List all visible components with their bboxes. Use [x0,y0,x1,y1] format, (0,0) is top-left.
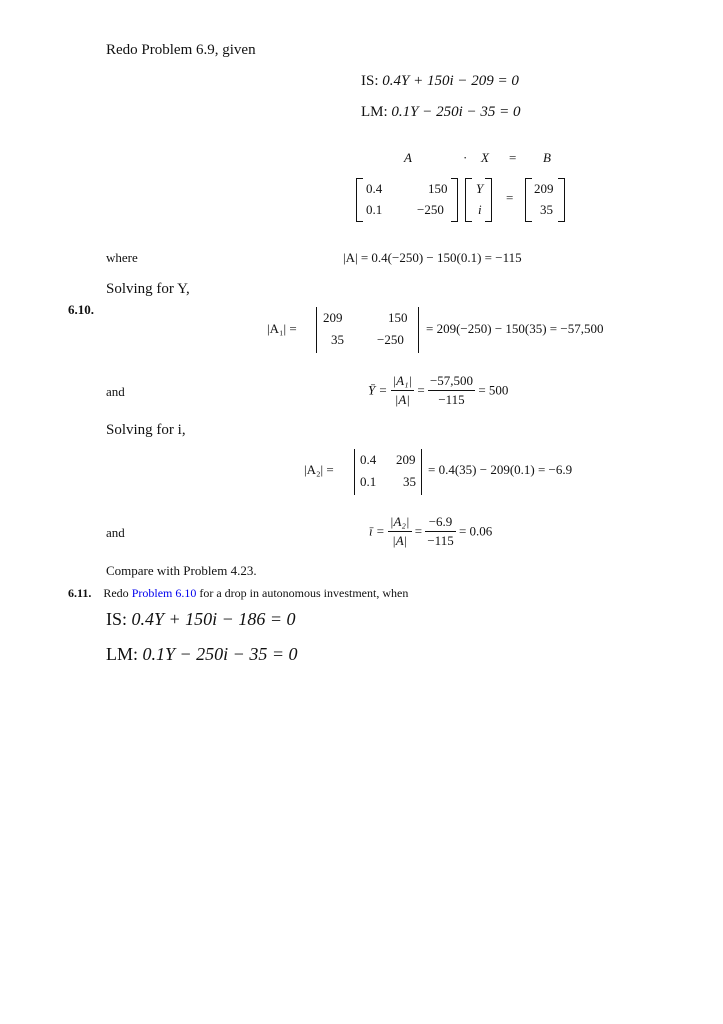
fraction-denominator: −115 [438,392,465,407]
matrix-header-x: X [481,150,489,165]
y-bar-result: = 500 [478,382,509,398]
problem-number-6-11: 6.11. [68,586,92,600]
matrix-b-cell: 35 [540,202,553,217]
i-bar-equation [369,513,492,550]
problem-6-11-post: for a drop in autonomous investment, when [199,586,409,600]
i-bar-result: = 0.06 [458,523,493,539]
fraction [388,513,412,550]
compare-text: Compare with Problem 4.23. [106,563,257,578]
where-label: where [106,250,138,265]
det-a2-matrix [354,449,424,495]
i-bar-lhs: ī = [369,523,385,539]
fraction-numerator: |A₁| [391,372,415,391]
det-a1-cell: 209 [323,310,343,325]
matrix-a-cell: 150 [428,181,448,196]
det-a1-cell: 150 [388,310,408,325]
det-a2-cell: 35 [403,474,416,489]
solving-for-y: Solving for Y, [106,281,190,297]
fraction-denominator: |A| [392,533,408,548]
and-label-2: and [106,525,125,540]
det-a2-label: |A₂| = [304,462,334,477]
matrix-header-dot: · [463,150,468,165]
fraction-denominator: −115 [427,533,454,548]
matrix-b-left-bracket [525,178,532,222]
lm-eq: 0.1Y − 250i − 35 = 0 [142,644,298,664]
intro-text: Redo Problem 6.9, given [106,42,256,58]
matrix-header-b: B [543,150,551,165]
matrix-a-right-bracket [451,178,458,222]
det-bar-left [316,307,317,353]
is-label: IS: [106,609,128,629]
lm-equation-1 [361,104,521,121]
is-equation-1 [361,73,519,90]
problem-6-11 [68,586,408,601]
problem-6-11-pre: Redo [103,586,129,600]
det-a-equation: |A| = 0.4(−250) − 150(0.1) = −115 [343,250,522,265]
is-eq: 0.4Y + 150i − 186 = 0 [131,609,296,629]
fraction-numerator: −6.9 [425,513,455,532]
fraction [391,372,415,409]
matrix-x-left-bracket [465,178,472,222]
matrix-equals: = [506,190,514,205]
matrix-header-a: A [404,150,412,165]
det-a2-cell: 0.4 [360,452,377,467]
det-a1-cell: 35 [331,332,344,347]
lm-equation-2 [106,644,297,665]
det-a1-result: = 209(−250) − 150(35) = −57,500 [426,321,604,336]
matrix-a-cell: 0.4 [366,181,383,196]
det-bar-left [354,449,355,495]
matrix-b-cell: 209 [534,181,554,196]
is-label: IS: [361,73,379,89]
and-label-1: and [106,384,125,399]
lm-label: LM: [106,644,139,664]
is-equation-2 [106,609,295,630]
lm-label: LM: [361,104,388,120]
det-a1-label: |A₁| = [267,321,297,336]
problem-number-6-10: 6.10. [68,302,94,317]
det-a2-cell: 209 [396,452,416,467]
det-bar-right [421,449,422,495]
equals: = [417,382,425,398]
det-a1-cell: −250 [377,332,404,347]
solving-for-i: Solving for i, [106,422,186,438]
det-a2-result: = 0.4(35) − 209(0.1) = −6.9 [428,462,573,477]
det-a1-matrix [316,307,422,353]
matrix-a-cell: −250 [417,202,444,217]
fraction [428,372,475,409]
equals: = [414,523,423,539]
fraction-denominator: |A| [394,392,410,407]
problem-6-10-link[interactable]: Problem 6.10 [131,586,197,600]
matrix-x-cell: i [478,202,482,217]
matrix-equation [356,178,576,222]
matrix-x-cell: Y [476,181,484,196]
matrix-b-right-bracket [558,178,565,222]
matrix-a-cell: 0.1 [366,202,383,217]
fraction-numerator: −57,500 [428,372,475,391]
matrix-a-left-bracket [356,178,363,222]
y-bar-lhs: Ȳ = [368,382,388,398]
matrix-header-eq: = [509,150,517,165]
lm-eq: 0.1Y − 250i − 35 = 0 [391,104,521,120]
y-bar-equation [368,372,508,409]
is-eq: 0.4Y + 150i − 209 = 0 [382,73,519,89]
fraction-numerator: |A₂| [388,513,412,532]
det-bar-right [418,307,419,353]
det-a2-cell: 0.1 [360,474,377,489]
fraction [425,513,455,550]
matrix-x-right-bracket [485,178,492,222]
